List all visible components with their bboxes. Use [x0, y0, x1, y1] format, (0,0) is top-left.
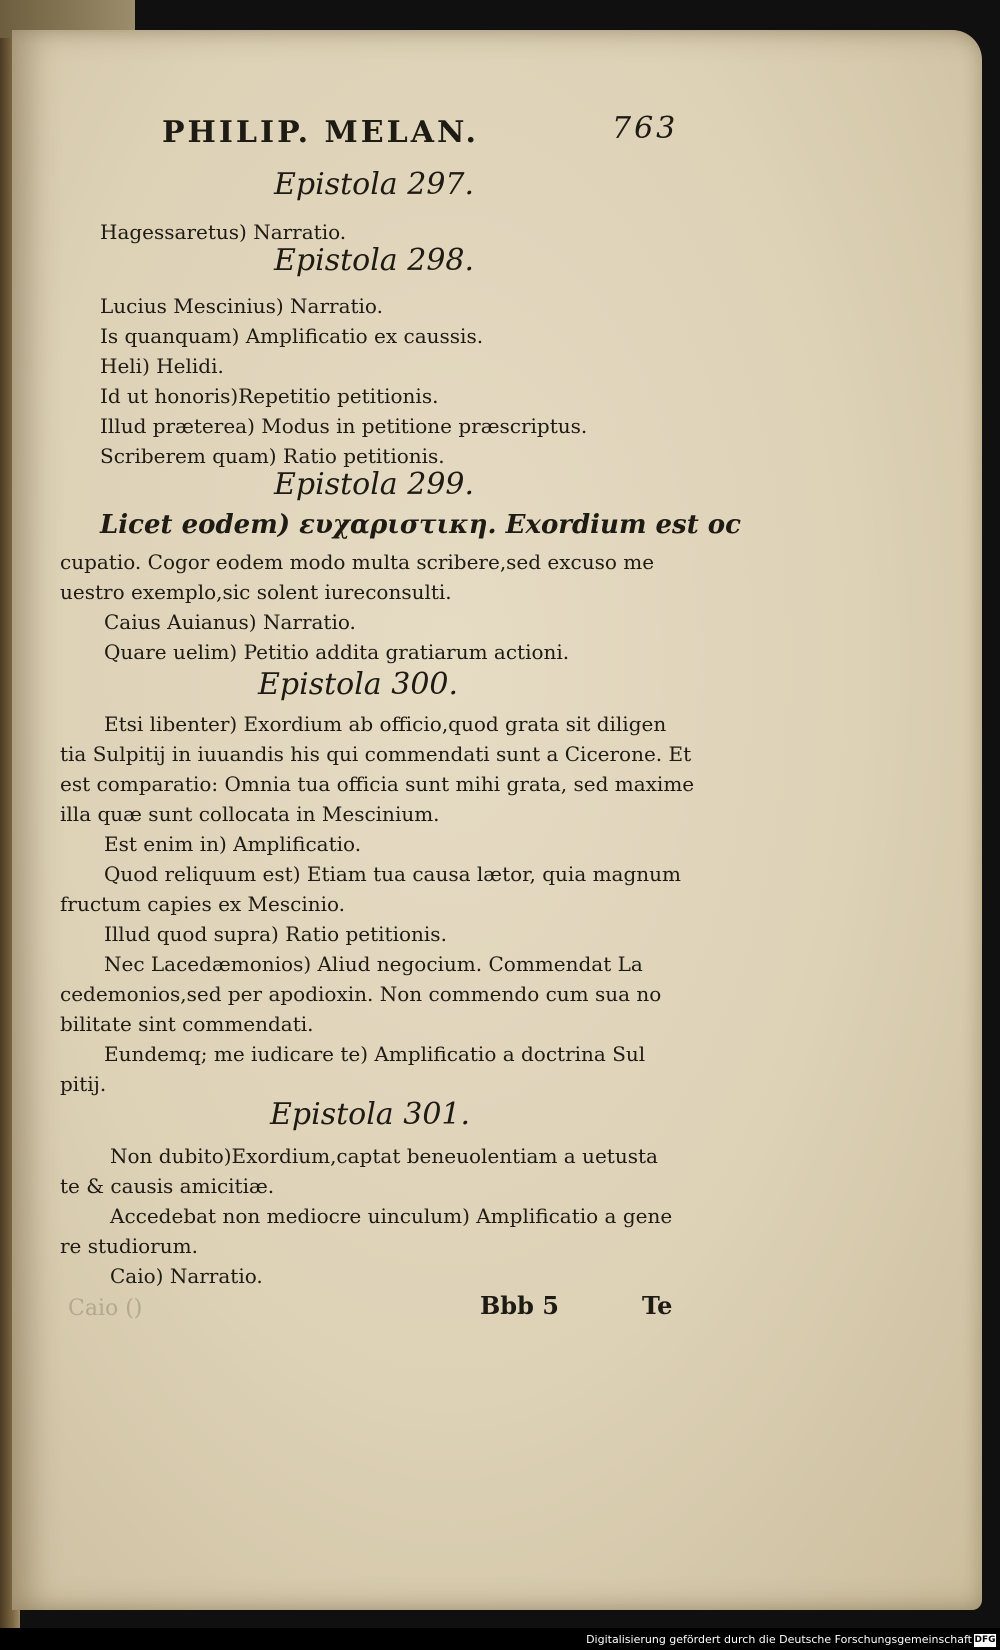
signature-mark: Bbb 5 — [480, 1291, 559, 1320]
ep300-line: est comparatio: Omnia tua officia sunt mihi grata, sed maxime — [60, 772, 695, 796]
ep301-line: te & causis amicitiæ. — [60, 1174, 275, 1198]
epistola-301-title: Epistola 301. — [270, 1097, 471, 1132]
ep300-line: Eundemq; me iudicare te) Amplificatio a doctrina Sul — [104, 1042, 646, 1066]
ep299-line: cupatio. Cogor eodem modo multa scribere,sed excuso me — [60, 550, 655, 574]
ep300-line: illa quæ sunt collocata in Mescinium. — [60, 802, 440, 826]
ep299-line: Quare uelim) Petitio addita gratiarum actioni. — [104, 640, 570, 664]
epistola-299-title: Epistola 299. — [274, 467, 475, 502]
ep298-line: Heli) Helidi. — [100, 354, 224, 378]
running-title: PHILIP. MELAN. — [162, 115, 479, 150]
ep300-line: Quod reliquum est) Etiam tua causa lætor, quia magnum — [104, 862, 682, 886]
ep300-line: tia Sulpitij in iuuandis his qui commendati sunt a Cicerone. Et — [60, 742, 692, 766]
ep300-line: bilitate sint commendati. — [60, 1012, 314, 1036]
ep300-line: Est enim in) Amplificatio. — [104, 832, 362, 856]
ep301-line: re studiorum. — [60, 1234, 198, 1258]
page-number: 763 — [612, 111, 679, 146]
ep297-line: Hagessaretus) Narratio. — [100, 220, 347, 244]
ep299-line: uestro exemplo,sic solent iureconsulti. — [60, 580, 452, 604]
ep300-line: fructum capies ex Mescinio. — [60, 892, 346, 916]
digitization-credit: Digitalisierung gefördert durch die Deutsche Forschungsgemeinschaft — [586, 1633, 972, 1646]
ep301-line: Accedebat non mediocre uinculum) Amplificatio a gene — [110, 1204, 673, 1228]
ep299-line: Licet eodem) ευχαριστικη. Exordium est oc — [100, 510, 741, 540]
ep298-line: Illud præterea) Modus in petitione præscriptus. — [100, 414, 588, 438]
catchword: Te — [642, 1291, 673, 1320]
epistola-297-title: Epistola 297. — [274, 167, 475, 202]
ep298-line: Id ut honoris)Repetitio petitionis. — [100, 384, 439, 408]
ep300-line: Etsi libenter) Exordium ab officio,quod grata sit diligen — [104, 712, 667, 736]
epistola-298-title: Epistola 298. — [274, 243, 475, 278]
book-page — [12, 30, 982, 1610]
ep298-line: Is quanquam) Amplificatio ex caussis. — [100, 324, 484, 348]
ep299-line: Caius Auianus) Narratio. — [104, 610, 356, 634]
ep301-line: Non dubito)Exordium,captat beneuolentiam a uetusta — [110, 1144, 658, 1168]
dfg-logo: DFG — [974, 1635, 996, 1645]
bleed-through-text: Caio () — [68, 1296, 143, 1321]
ep300-line: Nec Lacedæmonios) Aliud negocium. Commendat La — [104, 952, 643, 976]
epistola-300-title: Epistola 300. — [258, 667, 459, 702]
ep298-line: Lucius Mescinius) Narratio. — [100, 294, 383, 318]
ep300-line: cedemonios,sed per apodioxin. Non commendo cum sua no — [60, 982, 662, 1006]
ep301-line: Caio) Narratio. — [110, 1264, 263, 1288]
ep300-line: pitij. — [60, 1072, 107, 1096]
ep300-line: Illud quod supra) Ratio petitionis. — [104, 922, 447, 946]
ep298-line: Scriberem quam) Ratio petitionis. — [100, 444, 445, 468]
